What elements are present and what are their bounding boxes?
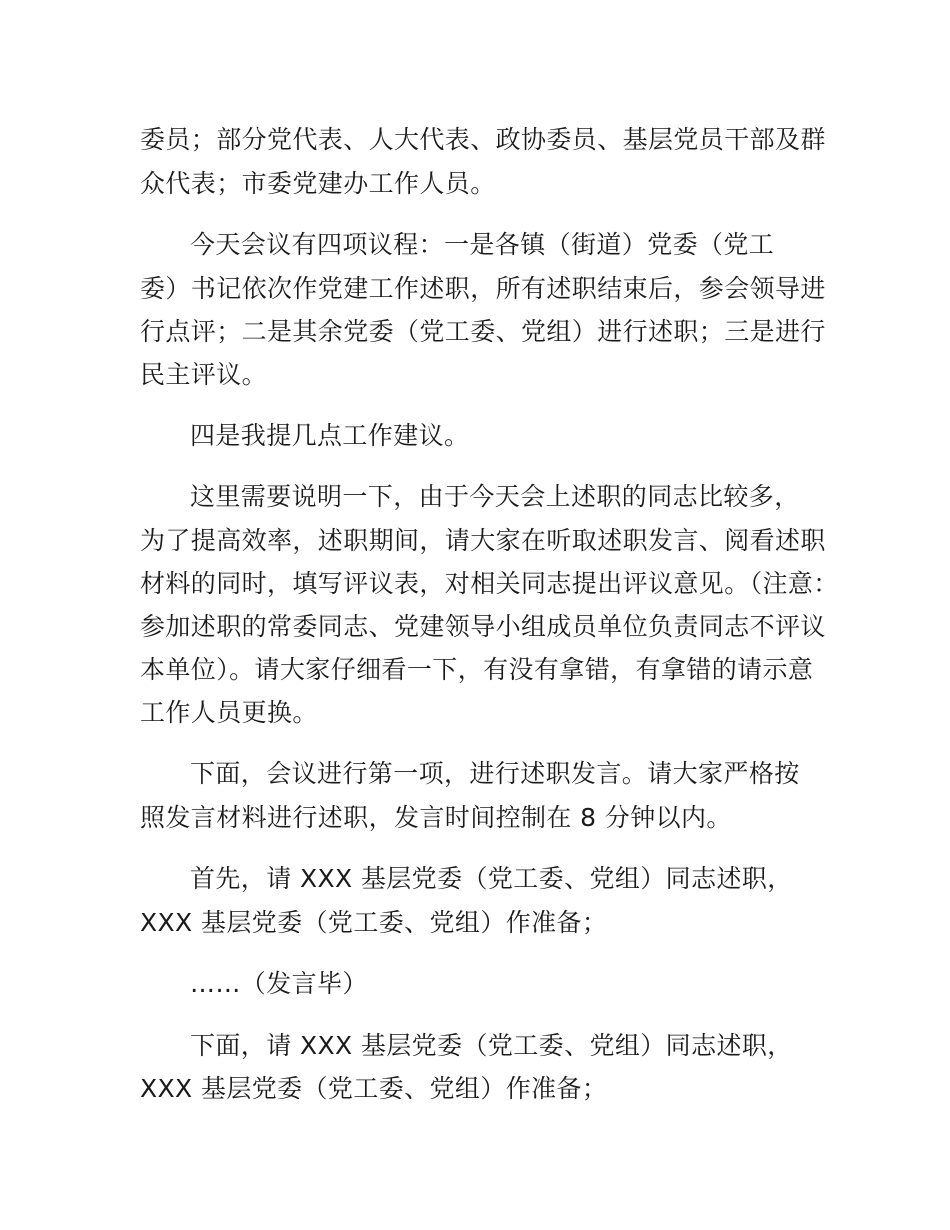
text-line: 为了提高效率，述职期间，请大家在听取述职发言、阅看述职 [140, 526, 826, 555]
text-line: 下面，会议进行第一项，进行述职发言。请大家严格按 [190, 759, 800, 788]
text-line: 材料的同时，填写评议表，对相关同志提出评议意见。（注意： [140, 569, 839, 598]
text-line: 委）书记依次作党建工作述职，所有述职结束后，参会领导进 [140, 274, 826, 303]
text-line: ……（发言毕） [190, 969, 368, 998]
text-line: 委员；部分党代表、人大代表、政协委员、基层党员干部及群 [140, 125, 826, 154]
text-line: 工作人员更换。 [140, 698, 318, 727]
text-line: 照发言材料进行述职，发言时间控制在 8 分钟以内。 [140, 803, 732, 832]
text-line: 行点评；二是其余党委（党工委、党组）进行述职；三是进行 [140, 317, 826, 346]
text-line: 下面，请 XXX 基层党委（党工委、党组）同志述职， [190, 1031, 793, 1060]
text-line: 四是我提几点工作建议。 [190, 421, 470, 450]
text-line: 参加述职的常委同志、党建领导小组成员单位负责同志不评议 [140, 612, 826, 641]
text-line: XXX 基层党委（党工委、党组）作准备； [140, 908, 608, 937]
text-line: 首先，请 XXX 基层党委（党工委、党组）同志述职， [190, 864, 793, 893]
text-line: 这里需要说明一下，由于今天会上述职的同志比较多， [190, 482, 800, 511]
text-line: 众代表；市委党建办工作人员。 [140, 169, 496, 198]
text-line: XXX 基层党委（党工委、党组）作准备； [140, 1074, 608, 1103]
text-line: 今天会议有四项议程：一是各镇（街道）党委（党工 [190, 230, 775, 259]
text-line: 本单位）。请大家仔细看一下，有没有拿错，有拿错的请示意 [140, 655, 814, 684]
text-line: 民主评议。 [140, 360, 268, 389]
